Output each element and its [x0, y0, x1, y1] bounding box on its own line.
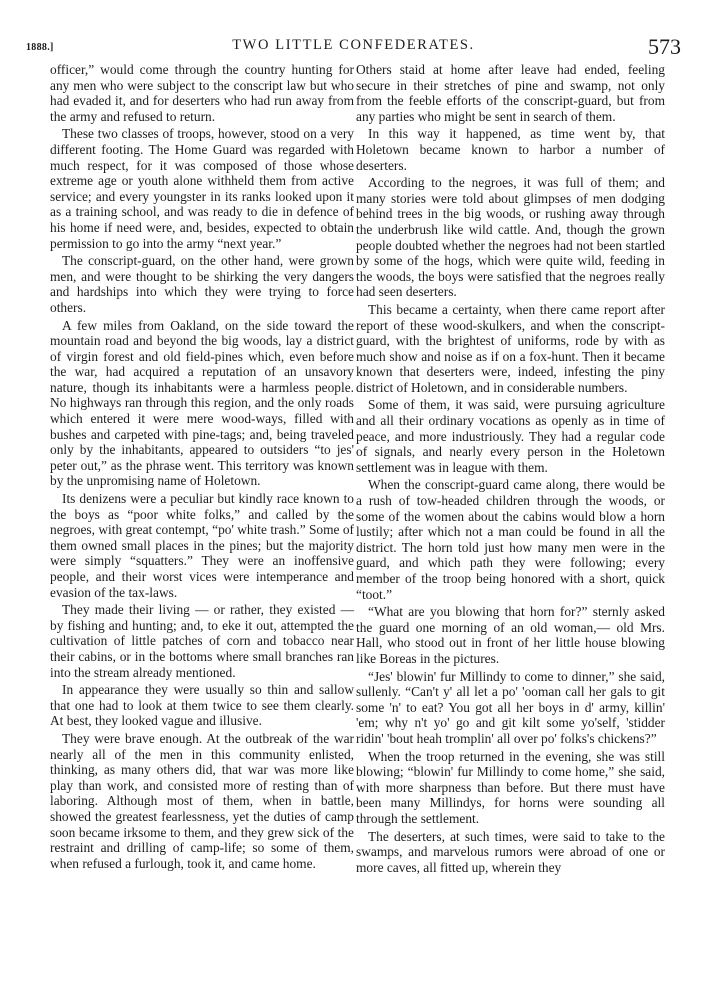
paragraph: Some of them, it was said, were pursuing agriculture and all their ordinary vocations as openly as in time of peace, and more industriously. They had a regular code of signals, and nearly every person in the Holetown settlement was in league with them. — [356, 397, 665, 475]
running-title: TWO LITTLE CONFEDERATES. — [232, 37, 475, 53]
paragraph: The conscript-guard, on the other hand, were grown men, and were thought to be shirking the very dangers and hardships into which they were trying to force others. — [50, 253, 354, 315]
left-column — [50, 62, 354, 873]
paragraph: The deserters, at such times, were said to take to the swamps, and marvelous rumors were abroad of one or more caves, all fitted up, wherein they — [356, 828, 665, 875]
paragraph: When the conscript-guard came along, there would be a rush of tow-headed children through the woods, or some of the women about the cabins would blow a horn lustily; after which not a man could be found in all the district. The horn told just how many men were in the guard, and which path they were following; every member of the troop being honored with a short, quick “toot.” — [356, 477, 665, 602]
paragraph: When the troop returned in the evening, she was still blowing; “blowin' fur Millindy to come home,” she said, with more sharpness than before. But there must have been many Millindys, for horns were sounding all through the settlement. — [356, 748, 665, 826]
page-header — [26, 34, 681, 64]
paragraph: They were brave enough. At the outbreak of the war nearly all of the men in this community enlisted, thinking, as many others did, that war was more like play than work, and consisted more of resting than of laboring. Although most of them, when in battle, showed the greatest fearlessness, yet the duties of camp soon became irksome to them, and they grew sick of the restraint and drilling of camp-life; so some of them, when refused a furlough, took it, and came home. — [50, 730, 354, 871]
issue-year: 1888.] — [26, 42, 54, 53]
paragraph: Others staid at home after leave had ended, feeling secure in their stretches of pine and swamp, not only from the feeble efforts of the conscript-guard, but from any parties who might be sent in search of them. — [356, 62, 665, 124]
paragraph: Its denizens were a peculiar but kindly race known to the boys as “poor white folks,” and called by the negroes, with great contempt, “po' white trash.” Some of them owned small places in the pines; but the majority were simply “squatters.” They were an inoffensive people, and their worst vices were intemperance and evasion of the tax-laws. — [50, 491, 354, 600]
paragraph: According to the negroes, it was full of them; and many stories were told about glimpses of men dodging behind trees in the big woods, or rushing away through the underbrush like wild cattle. And, though the grown people doubted whether the negroes had not been startled by some of the hogs, which were quite wild, feeding in the woods, the boys were satisfied that the negroes really had seen deserters. — [356, 175, 665, 300]
paragraph: In appearance they were usually so thin and sallow that one had to look at them twice to see them clearly. At best, they looked vague and illusive. — [50, 682, 354, 729]
paragraph: “Jes' blowin' fur Millindy to come to dinner,” she said, sullenly. “Can't y' all let a po' 'ooman call her gals to git some 'n' to eat? You got all her boys in d' army, killin' 'em; why n't yo' go and git kilt some yo'self, 'stidder ridin' 'bout heah tromplin' all over po' folks's chickens?” — [356, 668, 665, 746]
paragraph: These two classes of troops, however, stood on a very different footing. The Home Guard was regarded with much respect, for it was composed of those whose extreme age or youth alone withheld them from active service; and every youngster in its ranks looked upon it as a training school, and was ready to die in defence of his home if need were, and, besides, expected to obtain permission to go into the army “next year.” — [50, 126, 354, 251]
page-number: 573 — [648, 34, 681, 59]
paragraph: “What are you blowing that horn for?” sternly asked the guard one morning of an old woman,— old Mrs. Hall, who stood out in front of her little house blowing like Boreas in the pictures. — [356, 604, 665, 666]
paragraph: officer,” would come through the country hunting for any men who were subject to the conscript law but who had evaded it, and for deserters who had run away from the army and refused to return. — [50, 62, 354, 124]
paragraph: A few miles from Oakland, on the side toward the mountain road and beyond the big woods, lay a district of virgin forest and old field-pines which, even before the war, had acquired a reputation of an unsavory nature, though its inhabitants were a harmless people. No highways ran through this region, and the only roads which entered it were mere wood-ways, filled with bushes and carpeted with pine-tags; and, being traveled only by the inhabitants, appeared to outsiders “to jes' peter out,” as the phrase went. This territory was known by the unpromising name of Holetown. — [50, 317, 354, 489]
paragraph: In this way it happened, as time went by, that Holetown became known to harbor a number of deserters. — [356, 126, 665, 173]
paragraph: This became a certainty, when there came report after report of these wood-skulkers, and when the conscript-guard, with the brightest of uniforms, rode by with as much show and noise as if on a fox-hunt. Then it became known that deserters were, indeed, infesting the piny district of Holetown, and in considerable numbers. — [356, 301, 665, 395]
right-column — [356, 62, 665, 877]
paragraph: They made their living — or rather, they existed — by fishing and hunting; and, to eke it out, attempted the cultivation of little patches of corn and tobacco near their cabins, or in the bottoms where small branches ran into the stream already mentioned. — [50, 602, 354, 680]
